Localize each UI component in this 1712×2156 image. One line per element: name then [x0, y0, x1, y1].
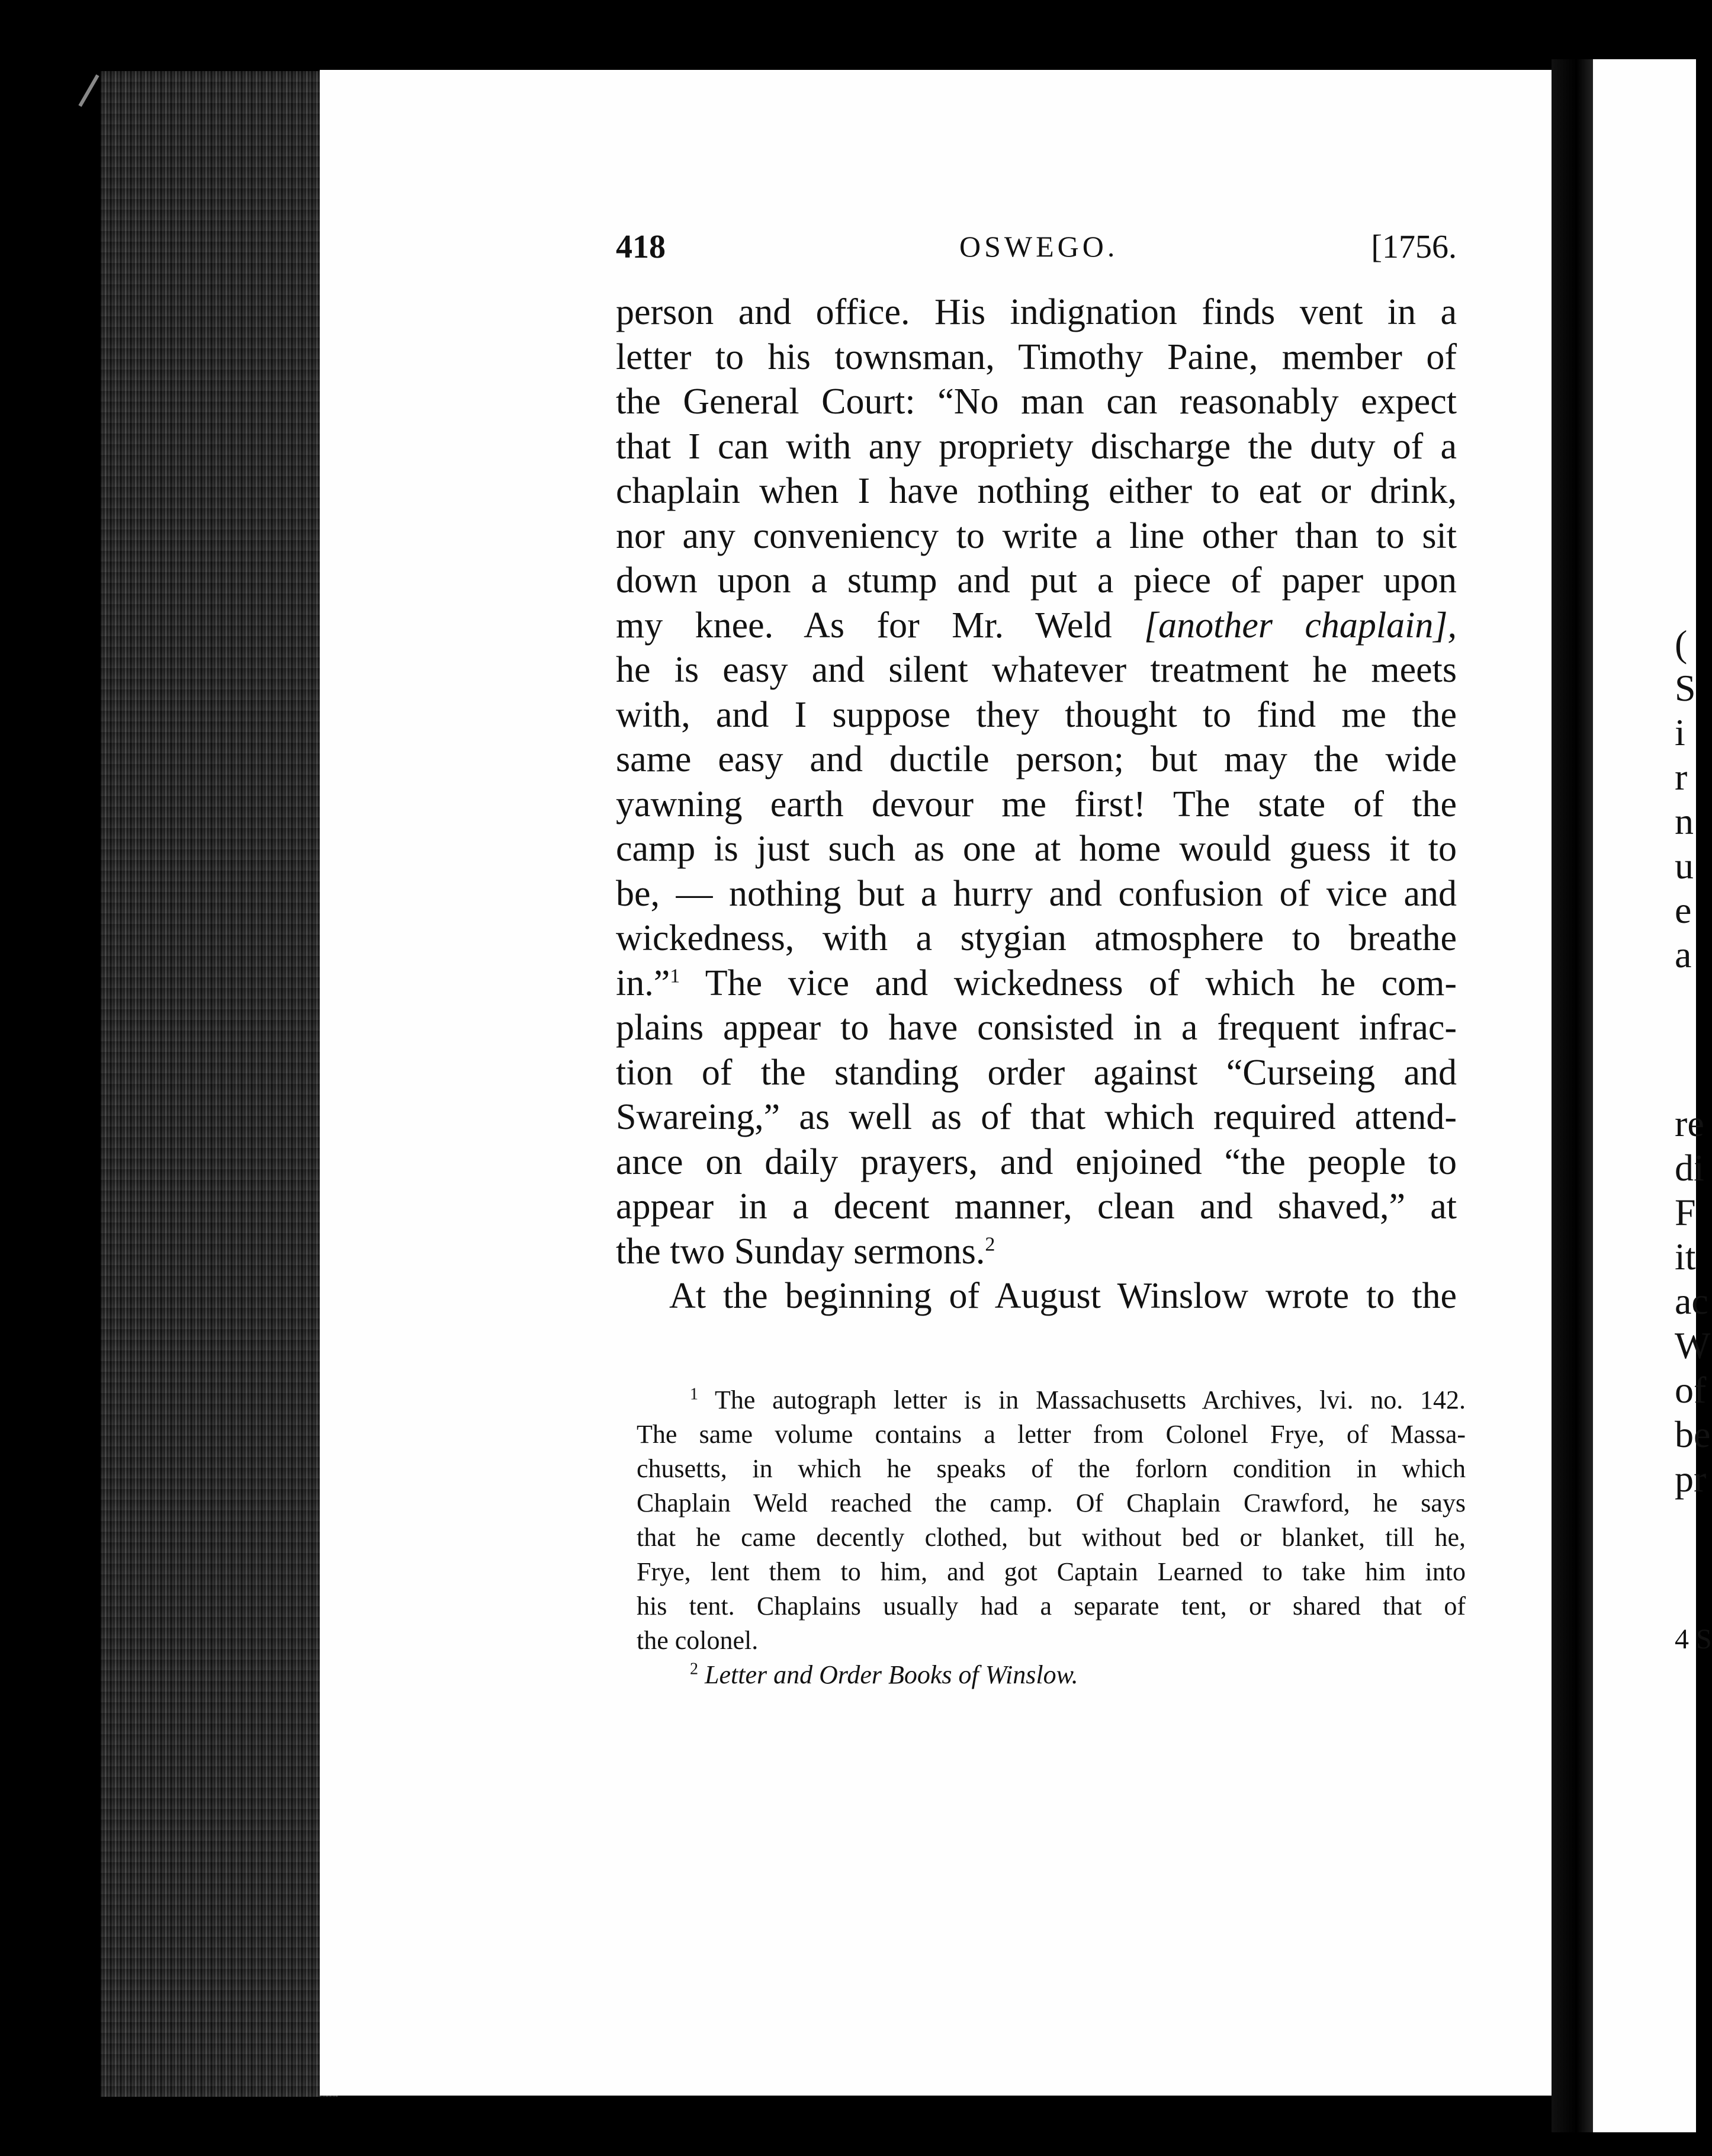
- body-line: Swareing,” as well as of that which required attend-: [616, 1097, 1457, 1137]
- facing-fragment: F: [1675, 1191, 1696, 1233]
- facing-fragment: be: [1675, 1413, 1711, 1455]
- footnote-reference: 2: [985, 1233, 995, 1255]
- facing-fragment: it: [1675, 1236, 1696, 1278]
- footnote-line: Frye, lent them to him, and got Captain Learned to take him into: [637, 1557, 1466, 1586]
- facing-fragment: of: [1675, 1369, 1707, 1411]
- footnote-line: that he came decently clothed, but without bed or blanket, till he,: [637, 1523, 1466, 1552]
- facing-fragment: e: [1675, 889, 1692, 931]
- facing-fragment: i: [1675, 711, 1685, 753]
- footnote-text: The autograph letter is in Massachusetts Archives, lvi. no. 142.: [698, 1385, 1466, 1414]
- footnote-marker: 2: [690, 1660, 698, 1679]
- footnote-line: [637, 1383, 1466, 1417]
- body-line: [616, 1230, 1457, 1275]
- footnote-line: chusetts, in which he speaks of the forlorn condition in which: [637, 1454, 1466, 1483]
- facing-fragment: re: [1675, 1102, 1704, 1144]
- body-line-text: my knee. As for Mr. Weld: [616, 605, 1144, 646]
- facing-fragment: a: [1675, 933, 1692, 976]
- body-line: nor any conveniency to write a line other than to sit: [616, 515, 1457, 556]
- body-line-text: in.”: [616, 962, 670, 1003]
- body-line: camp is just such as one at home would guess it to: [616, 829, 1457, 869]
- facing-fragment: r: [1675, 756, 1688, 798]
- body-line: be, — nothing but a hurry and confusion of vice and: [616, 873, 1457, 914]
- facing-fragment: 4 S: [1675, 1624, 1712, 1655]
- book-gutter: [1552, 59, 1593, 2132]
- footnote-line: his tent. Chaplains usually had a separate tent, or shared that of: [637, 1592, 1466, 1621]
- body-line: appear in a decent manner, clean and shaved,” at: [616, 1186, 1457, 1227]
- book-page-edges: [101, 71, 338, 2097]
- footnote-marker: 1: [690, 1385, 698, 1404]
- body-line: yawning earth devour me first! The state of the: [616, 784, 1457, 824]
- body-line: same easy and ductile person; but may the wide: [616, 739, 1457, 779]
- facing-fragment: (: [1675, 623, 1688, 665]
- facing-fragment: n: [1675, 800, 1694, 842]
- footnote-line: [637, 1658, 1466, 1692]
- facing-fragment: S: [1675, 667, 1696, 709]
- footnote-reference: 1: [670, 964, 680, 987]
- body-line: person and office. His indignation finds vent in a: [616, 292, 1457, 332]
- body-line-text: the two Sunday sermons.: [616, 1231, 985, 1272]
- footnote-line: Chaplain Weld reached the camp. Of Chaplain Crawford, he says: [637, 1488, 1466, 1517]
- body-line: letter to his townsman, Timothy Paine, member of: [616, 336, 1457, 377]
- body-line: the General Court: “No man can reasonably expect: [616, 381, 1457, 422]
- body-line: tion of the standing order against “Curseing and: [616, 1052, 1457, 1093]
- italic-aside: [another chaplain],: [1144, 605, 1457, 646]
- footnote-text: Letter and Order Books of Winslow.: [698, 1660, 1078, 1689]
- facing-fragment: W: [1675, 1324, 1711, 1366]
- body-line: with, and I suppose they thought to find me the: [616, 694, 1457, 735]
- page-number: 418: [616, 229, 666, 265]
- body-line: plains appear to have consisted in a frequent infrac-: [616, 1008, 1457, 1048]
- body-line: ance on daily prayers, and enjoined “the people to: [616, 1141, 1457, 1182]
- body-text: [616, 290, 1457, 1319]
- body-line: At the beginning of August Winslow wrote to the: [669, 1276, 1457, 1316]
- running-year: [1756.: [1371, 229, 1457, 265]
- running-title: OSWEGO.: [959, 230, 1119, 263]
- body-line: chaplain when I have nothing either to eat or drink,: [616, 471, 1457, 511]
- facing-fragment: u: [1675, 845, 1694, 887]
- footnote-line: the colonel.: [637, 1626, 759, 1655]
- scan-scratch-mark: [78, 75, 99, 107]
- body-line: that I can with any propriety discharge the duty of a: [616, 426, 1457, 467]
- facing-page: [1593, 59, 1696, 2132]
- facing-fragment: pr: [1675, 1458, 1707, 1500]
- facing-fragment: di: [1675, 1147, 1704, 1189]
- body-line: [616, 604, 1457, 649]
- body-line: wickedness, with a stygian atmosphere to breathe: [616, 918, 1457, 958]
- body-line-text: The vice and wickedness of which he com-: [680, 962, 1457, 1003]
- body-line: [616, 961, 1457, 1006]
- footnotes: [637, 1383, 1466, 1692]
- footnote-line: The same volume contains a letter from Colonel Frye, of Massa-: [637, 1420, 1466, 1449]
- running-header: [616, 228, 1457, 275]
- body-line: he is easy and silent whatever treatment he meets: [616, 650, 1457, 690]
- facing-fragment: ac: [1675, 1280, 1708, 1322]
- body-line: down upon a stump and put a piece of paper upon: [616, 560, 1457, 601]
